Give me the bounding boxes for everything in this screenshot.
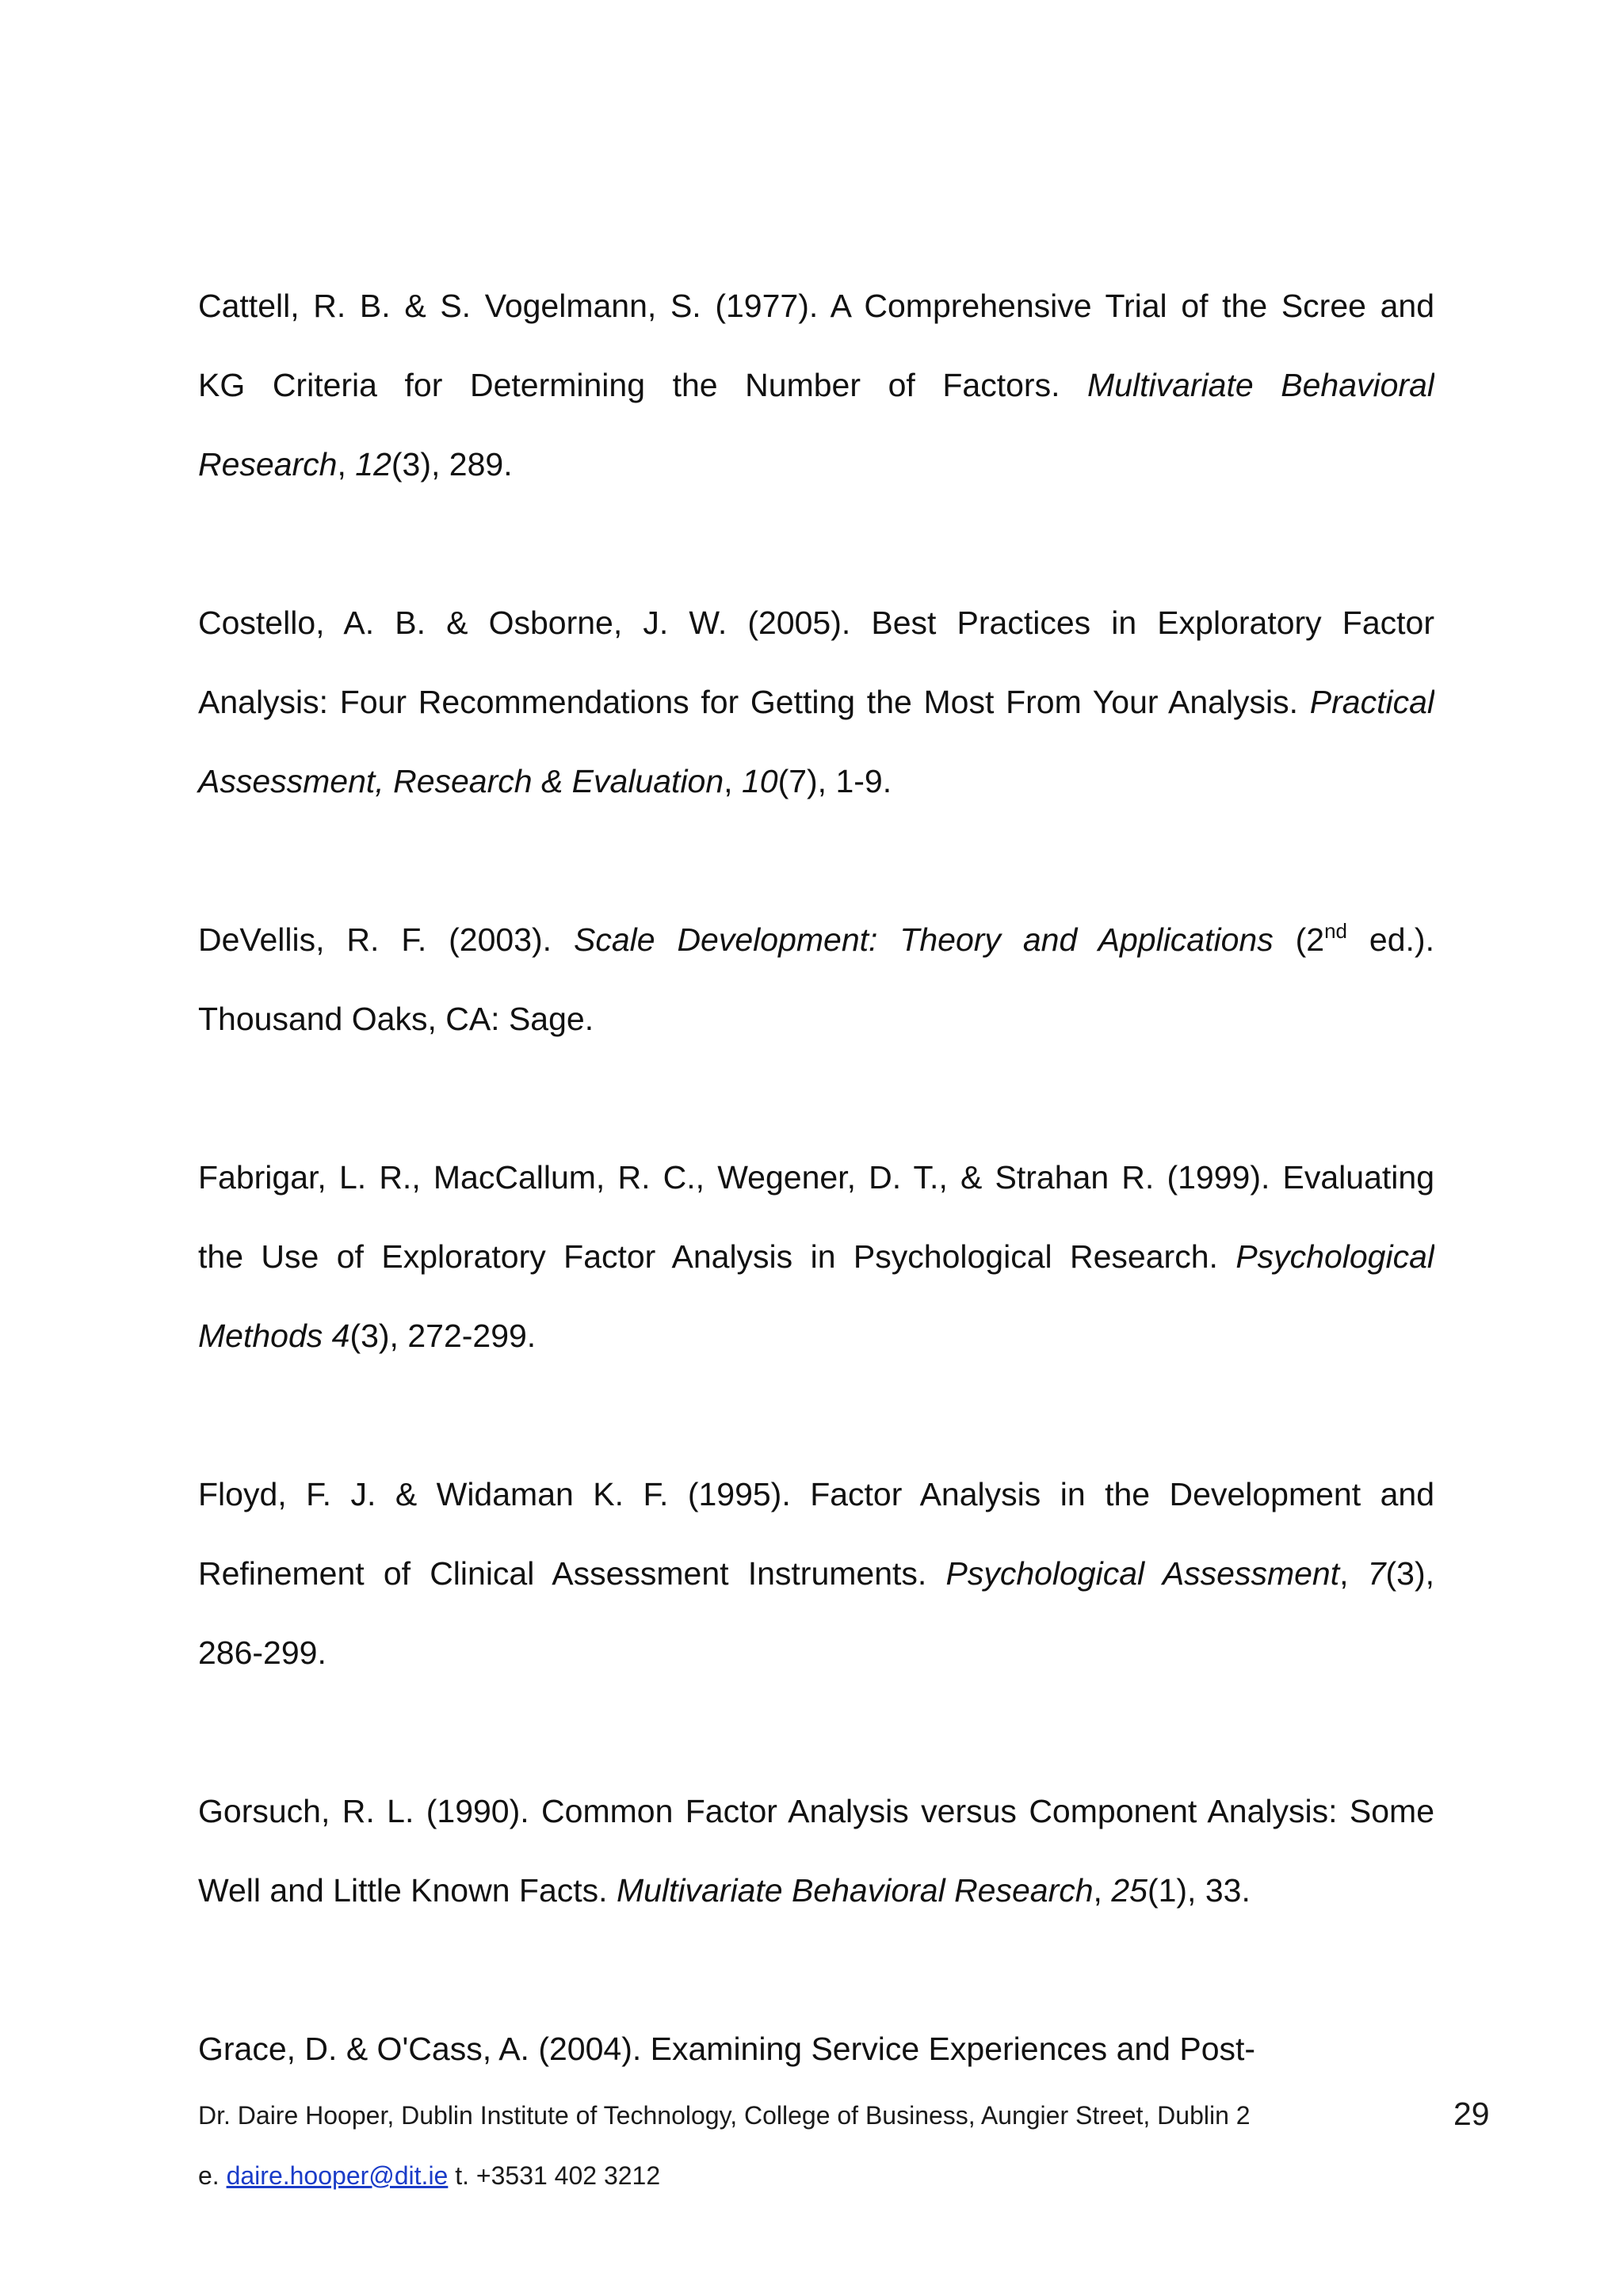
reference-line bbox=[198, 1296, 1434, 1375]
italic-text: 10 bbox=[741, 763, 778, 799]
reference-text: the Use of Exploratory Factor Analysis in Psychological Research. bbox=[198, 1238, 1236, 1275]
reference-entry bbox=[198, 266, 1434, 504]
reference-text: Analysis: Four Recommendations for Getting the Most From Your Analysis. bbox=[198, 684, 1310, 720]
reference-entry bbox=[198, 900, 1434, 1058]
footer-address-line bbox=[198, 2085, 1434, 2145]
reference-text: , bbox=[1093, 1872, 1112, 1909]
footer-email-prefix: e. bbox=[198, 2161, 227, 2190]
reference-text: (3), bbox=[1385, 1555, 1434, 1592]
reference-text: Refinement of Clinical Assessment Instruments. bbox=[198, 1555, 946, 1592]
reference-line bbox=[198, 1217, 1434, 1296]
reference-text: , bbox=[1339, 1555, 1368, 1592]
italic-text: 25 bbox=[1111, 1872, 1148, 1909]
page-footer bbox=[198, 2085, 1434, 2206]
reference-line bbox=[198, 1138, 1434, 1217]
reference-text: (3), 289. bbox=[391, 446, 513, 482]
reference-text: (7), 1-9. bbox=[777, 763, 892, 799]
reference-list bbox=[198, 266, 1434, 2168]
reference-text: Grace, D. & O'Cass, A. (2004). Examining Service Experiences and Post- bbox=[198, 2031, 1256, 2067]
footer-address: Dr. Daire Hooper, Dublin Institute of Technology, College of Business, Aungier Street, Dublin 2 bbox=[198, 2101, 1251, 2130]
reference-text: Fabrigar, L. R., MacCallum, R. C., Wegener, D. T., & Strahan R. (1999). Evaluating bbox=[198, 1159, 1434, 1196]
reference-line bbox=[198, 425, 1434, 504]
reference-line bbox=[198, 345, 1434, 425]
footer-phone: t. +3531 402 3212 bbox=[448, 2161, 661, 2190]
reference-entry bbox=[198, 2009, 1434, 2088]
reference-line bbox=[198, 266, 1434, 345]
reference-entry bbox=[198, 1772, 1434, 1930]
reference-text: Costello, A. B. & Osborne, J. W. (2005). Best Practices in Exploratory Factor bbox=[198, 605, 1434, 641]
italic-text: Practical bbox=[1309, 684, 1434, 720]
reference-entry bbox=[198, 1138, 1434, 1375]
reference-line bbox=[198, 1534, 1434, 1613]
reference-text: (1), 33. bbox=[1147, 1872, 1251, 1909]
italic-text: Research bbox=[198, 446, 338, 482]
reference-line bbox=[198, 900, 1434, 979]
reference-text: ed.). bbox=[1347, 921, 1434, 958]
reference-text: KG Criteria for Determining the Number of Factors. bbox=[198, 367, 1088, 403]
italic-text: Scale Development: Theory and Applications bbox=[573, 921, 1274, 958]
italic-text: Psychological Assessment bbox=[945, 1555, 1340, 1592]
reference-text: Floyd, F. J. & Widaman K. F. (1995). Factor Analysis in the Development and bbox=[198, 1476, 1434, 1512]
italic-text: Multivariate Behavioral bbox=[1087, 367, 1434, 403]
reference-line bbox=[198, 583, 1434, 662]
reference-text: , bbox=[724, 763, 742, 799]
reference-text: DeVellis, R. F. (2003). bbox=[198, 921, 574, 958]
reference-text: Thousand Oaks, CA: Sage. bbox=[198, 1001, 594, 1037]
reference-entry bbox=[198, 1455, 1434, 1692]
reference-text: Well and Little Known Facts. bbox=[198, 1872, 617, 1909]
reference-line bbox=[198, 1613, 1434, 1692]
reference-text: 286-299. bbox=[198, 1634, 327, 1671]
reference-line bbox=[198, 979, 1434, 1058]
reference-text: Gorsuch, R. L. (1990). Common Factor Analysis versus Component Analysis: Some bbox=[198, 1793, 1434, 1829]
page-number: 29 bbox=[1453, 2096, 1490, 2132]
italic-text: 12 bbox=[355, 446, 391, 482]
italic-text: Multivariate Behavioral Research bbox=[616, 1872, 1094, 1909]
reference-line bbox=[198, 662, 1434, 742]
reference-entry bbox=[198, 583, 1434, 821]
italic-text: Assessment, Research & Evaluation bbox=[198, 763, 724, 799]
italic-text: Methods 4 bbox=[198, 1318, 350, 1354]
reference-line bbox=[198, 1851, 1434, 1930]
reference-text: (3), 272-299. bbox=[349, 1318, 537, 1354]
reference-line bbox=[198, 2009, 1434, 2088]
superscript-text: nd bbox=[1324, 919, 1348, 943]
reference-line bbox=[198, 1772, 1434, 1851]
reference-line bbox=[198, 1455, 1434, 1534]
italic-text: Psychological bbox=[1235, 1238, 1434, 1275]
reference-text: Cattell, R. B. & S. Vogelmann, S. (1977). A Comprehensive Trial of the Scree and bbox=[198, 288, 1434, 324]
reference-text: (2 bbox=[1273, 921, 1325, 958]
reference-text: , bbox=[337, 446, 356, 482]
email-link[interactable]: daire.hooper@dit.ie bbox=[226, 2161, 449, 2190]
footer-contact-line bbox=[198, 2145, 1434, 2206]
italic-text: 7 bbox=[1367, 1555, 1386, 1592]
reference-line bbox=[198, 742, 1434, 821]
